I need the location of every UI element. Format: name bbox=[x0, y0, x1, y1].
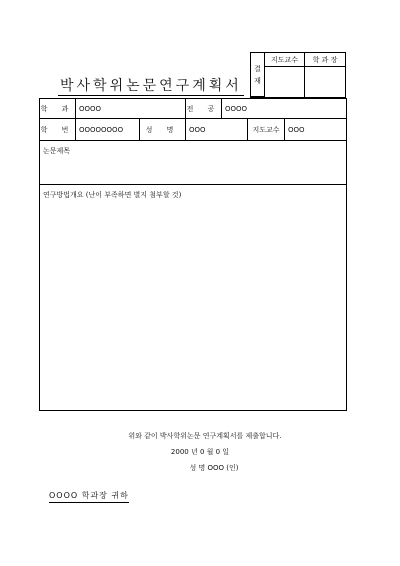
addressee: OOOO 학과장 귀하 bbox=[49, 490, 129, 503]
form-row-department bbox=[40, 99, 346, 119]
form-row-thesis-title[interactable] bbox=[40, 141, 346, 185]
form-row-research-method[interactable] bbox=[40, 185, 346, 410]
approval-dept-head-signature[interactable] bbox=[305, 67, 345, 97]
advisor-value[interactable]: OOO bbox=[288, 125, 305, 134]
name-value[interactable]: OOO bbox=[186, 119, 248, 140]
advisor-label: 지도교수 bbox=[248, 119, 285, 140]
thesis-title-label: 논문제목 bbox=[43, 147, 71, 155]
dept-label: 학 과 bbox=[40, 99, 76, 118]
approval-label bbox=[251, 53, 265, 97]
approval-advisor-signature[interactable] bbox=[265, 67, 305, 97]
research-method-label: 연구방법개요 (난이 부족하면 별지 첨부할 것) bbox=[43, 191, 182, 199]
approval-label-top: 결 bbox=[254, 64, 261, 73]
major-value[interactable]: OOOO bbox=[225, 104, 248, 113]
document-title: 박사학위논문연구계획서 bbox=[60, 78, 242, 94]
student-id-value[interactable]: OOOOOOOO bbox=[76, 119, 140, 140]
approval-dept-head-header: 학 과 장 bbox=[305, 53, 345, 67]
student-id-label: 학 번 bbox=[40, 119, 76, 140]
approval-label-bottom: 재 bbox=[254, 76, 261, 85]
submission-date: 2000 년 0 월 0 일 bbox=[170, 448, 230, 456]
major-label: 전 공 bbox=[186, 99, 222, 118]
submission-statement: 위와 같이 박사학위논문 연구계획서를 제출합니다. bbox=[128, 432, 282, 440]
name-label: 성 명 bbox=[140, 119, 186, 140]
dept-value[interactable]: OOOO bbox=[76, 99, 186, 118]
plan-form bbox=[39, 98, 347, 411]
approval-box bbox=[250, 52, 346, 98]
applicant-signature: 성 명 OOO (인) bbox=[189, 464, 239, 472]
form-row-student bbox=[40, 119, 346, 141]
approval-advisor-header: 지도교수 bbox=[265, 53, 305, 67]
